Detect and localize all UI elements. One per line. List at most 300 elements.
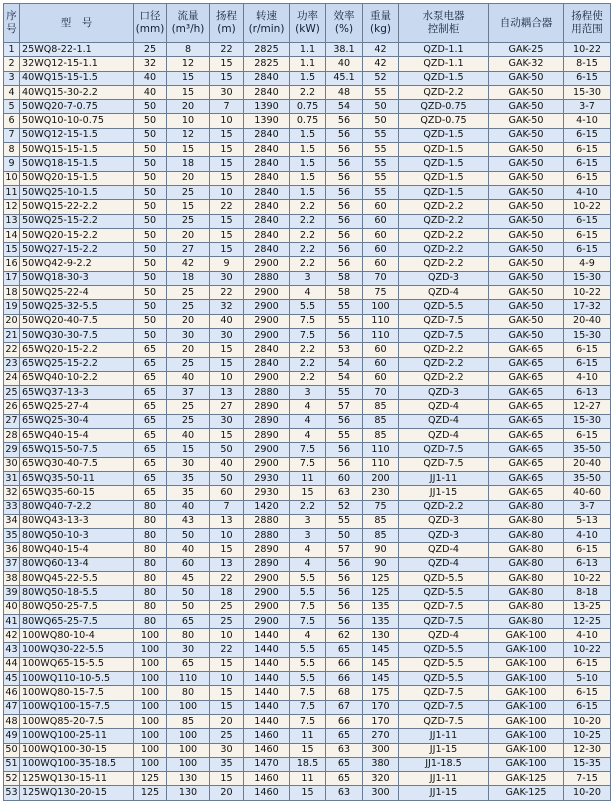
table-row xyxy=(4,514,611,528)
cell-control-cabinet: QZD-7.5 xyxy=(399,457,489,471)
cell-weight: 145 xyxy=(363,657,399,671)
cell-weight: 60 xyxy=(363,257,399,271)
table-row xyxy=(4,557,611,571)
header-weight-line: (kg) xyxy=(370,23,391,35)
cell-weight: 125 xyxy=(363,586,399,600)
cell-speed: 2840 xyxy=(244,357,290,371)
cell-auto-coupler: GAK-65 xyxy=(489,486,564,500)
header-auto-coupler-line: 自动耦合器 xyxy=(499,16,553,29)
header-serial-no xyxy=(4,4,20,43)
cell-auto-coupler: GAK-65 xyxy=(489,443,564,457)
cell-diameter: 80 xyxy=(134,600,167,614)
cell-control-cabinet: JJ1-15 xyxy=(399,743,489,757)
cell-serial-no: 24 xyxy=(4,371,20,385)
cell-head-range: 10-22 xyxy=(564,643,611,657)
cell-efficiency: 65 xyxy=(326,757,363,771)
cell-flow: 18 xyxy=(167,271,210,285)
cell-serial-no: 23 xyxy=(4,357,20,371)
cell-head: 15 xyxy=(210,429,244,443)
cell-weight: 70 xyxy=(363,386,399,400)
cell-power: 7.5 xyxy=(290,700,326,714)
cell-serial-no: 44 xyxy=(4,657,20,671)
cell-serial-no: 19 xyxy=(4,300,20,314)
cell-diameter: 40 xyxy=(134,71,167,85)
cell-head: 15 xyxy=(210,657,244,671)
cell-serial-no: 27 xyxy=(4,414,20,428)
cell-diameter: 50 xyxy=(134,214,167,228)
cell-flow: 110 xyxy=(167,672,210,686)
cell-speed: 1440 xyxy=(244,657,290,671)
cell-head: 22 xyxy=(210,643,244,657)
cell-control-cabinet: QZD-1.1 xyxy=(399,57,489,71)
cell-auto-coupler: GAK-50 xyxy=(489,143,564,157)
cell-head-range: 4-10 xyxy=(564,371,611,385)
header-head-range xyxy=(564,4,611,43)
cell-head: 7 xyxy=(210,500,244,514)
cell-efficiency: 56 xyxy=(326,257,363,271)
cell-control-cabinet: QZD-4 xyxy=(399,400,489,414)
cell-control-cabinet: QZD-7.5 xyxy=(399,700,489,714)
cell-control-cabinet: QZD-4 xyxy=(399,629,489,643)
cell-speed: 2890 xyxy=(244,557,290,571)
cell-weight: 300 xyxy=(363,786,399,800)
cell-speed: 1440 xyxy=(244,714,290,728)
cell-speed: 2900 xyxy=(244,314,290,328)
cell-head: 30 xyxy=(210,414,244,428)
cell-efficiency: 38.1 xyxy=(326,43,363,57)
cell-power: 7.5 xyxy=(290,314,326,328)
cell-diameter: 80 xyxy=(134,543,167,557)
cell-power: 2.2 xyxy=(290,257,326,271)
cell-diameter: 100 xyxy=(134,657,167,671)
cell-power: 2.2 xyxy=(290,228,326,242)
cell-auto-coupler: GAK-65 xyxy=(489,429,564,443)
cell-weight: 85 xyxy=(363,414,399,428)
cell-model: 100WQ100-15-7.5 xyxy=(20,700,134,714)
cell-diameter: 100 xyxy=(134,714,167,728)
cell-control-cabinet: QZD-7.5 xyxy=(399,600,489,614)
cell-auto-coupler: GAK-100 xyxy=(489,672,564,686)
cell-model: 80WQ60-13-4 xyxy=(20,557,134,571)
cell-efficiency: 54 xyxy=(326,357,363,371)
cell-head-range: 4-10 xyxy=(564,114,611,128)
cell-speed: 1440 xyxy=(244,686,290,700)
cell-diameter: 50 xyxy=(134,328,167,342)
cell-serial-no: 37 xyxy=(4,557,20,571)
cell-speed: 2840 xyxy=(244,143,290,157)
cell-weight: 55 xyxy=(363,128,399,142)
cell-serial-no: 20 xyxy=(4,314,20,328)
cell-serial-no: 50 xyxy=(4,743,20,757)
cell-efficiency: 56 xyxy=(326,557,363,571)
cell-power: 1.1 xyxy=(290,43,326,57)
cell-efficiency: 63 xyxy=(326,786,363,800)
table-row xyxy=(4,600,611,614)
cell-flow: 25 xyxy=(167,357,210,371)
cell-efficiency: 62 xyxy=(326,629,363,643)
cell-diameter: 50 xyxy=(134,157,167,171)
cell-weight: 100 xyxy=(363,300,399,314)
cell-control-cabinet: QZD-1.1 xyxy=(399,43,489,57)
cell-control-cabinet: JJ1-15 xyxy=(399,486,489,500)
cell-control-cabinet: QZD-4 xyxy=(399,414,489,428)
cell-auto-coupler: GAK-100 xyxy=(489,743,564,757)
cell-model: 100WQ100-35-18.5 xyxy=(20,757,134,771)
header-head-range-line: 用范围 xyxy=(571,23,603,35)
cell-efficiency: 57 xyxy=(326,400,363,414)
cell-control-cabinet: QZD-7.5 xyxy=(399,314,489,328)
cell-diameter: 65 xyxy=(134,371,167,385)
cell-speed: 2840 xyxy=(244,228,290,242)
table-row xyxy=(4,357,611,371)
cell-head-range: 10-25 xyxy=(564,729,611,743)
cell-head: 15 xyxy=(210,543,244,557)
cell-flow: 65 xyxy=(167,614,210,628)
cell-efficiency: 65 xyxy=(326,729,363,743)
cell-flow: 20 xyxy=(167,171,210,185)
cell-auto-coupler: GAK-80 xyxy=(489,586,564,600)
cell-efficiency: 56 xyxy=(326,600,363,614)
table-row xyxy=(4,629,611,643)
table-row xyxy=(4,343,611,357)
cell-serial-no: 13 xyxy=(4,214,20,228)
cell-auto-coupler: GAK-65 xyxy=(489,357,564,371)
cell-diameter: 50 xyxy=(134,100,167,114)
cell-model: 80WQ40-7-2.2 xyxy=(20,500,134,514)
cell-model: 100WQ80-15-7.5 xyxy=(20,686,134,700)
cell-auto-coupler: GAK-80 xyxy=(489,514,564,528)
cell-model: 80WQ50-25-7.5 xyxy=(20,600,134,614)
cell-power: 7.5 xyxy=(290,686,326,700)
cell-flow: 43 xyxy=(167,514,210,528)
cell-model: 65WQ25-15-2.2 xyxy=(20,357,134,371)
header-efficiency-line: (%) xyxy=(334,23,354,35)
table-row xyxy=(4,614,611,628)
cell-flow: 30 xyxy=(167,328,210,342)
cell-speed: 2900 xyxy=(244,328,290,342)
cell-weight: 110 xyxy=(363,457,399,471)
cell-control-cabinet: QZD-3 xyxy=(399,271,489,285)
cell-power: 15 xyxy=(290,486,326,500)
cell-model: 100WQ30-22-5.5 xyxy=(20,643,134,657)
cell-diameter: 65 xyxy=(134,343,167,357)
cell-control-cabinet: QZD-0.75 xyxy=(399,114,489,128)
table-row xyxy=(4,586,611,600)
cell-control-cabinet: QZD-5.5 xyxy=(399,672,489,686)
header-efficiency xyxy=(326,4,363,43)
cell-flow: 25 xyxy=(167,185,210,199)
table-row xyxy=(4,429,611,443)
cell-control-cabinet: JJ1-15 xyxy=(399,786,489,800)
table-row xyxy=(4,200,611,214)
cell-head: 15 xyxy=(210,772,244,786)
cell-control-cabinet: QZD-2.2 xyxy=(399,200,489,214)
cell-flow: 12 xyxy=(167,57,210,71)
cell-efficiency: 56 xyxy=(326,614,363,628)
cell-efficiency: 56 xyxy=(326,443,363,457)
cell-power: 2.2 xyxy=(290,85,326,99)
table-row xyxy=(4,529,611,543)
cell-flow: 8 xyxy=(167,43,210,57)
cell-control-cabinet: JJ1-11 xyxy=(399,471,489,485)
cell-auto-coupler: GAK-100 xyxy=(489,657,564,671)
header-head-line: (m) xyxy=(217,23,236,35)
cell-auto-coupler: GAK-100 xyxy=(489,643,564,657)
cell-serial-no: 4 xyxy=(4,85,20,99)
cell-efficiency: 55 xyxy=(326,429,363,443)
cell-control-cabinet: QZD-7.5 xyxy=(399,328,489,342)
cell-weight: 55 xyxy=(363,171,399,185)
table-row xyxy=(4,71,611,85)
cell-model: 65WQ25-27-4 xyxy=(20,400,134,414)
table-row xyxy=(4,643,611,657)
cell-flow: 40 xyxy=(167,371,210,385)
cell-flow: 25 xyxy=(167,214,210,228)
cell-power: 5.5 xyxy=(290,300,326,314)
cell-head: 60 xyxy=(210,486,244,500)
cell-control-cabinet: QZD-2.2 xyxy=(399,257,489,271)
cell-control-cabinet: QZD-4 xyxy=(399,557,489,571)
cell-head-range: 3-7 xyxy=(564,100,611,114)
header-weight xyxy=(363,4,399,43)
cell-weight: 170 xyxy=(363,700,399,714)
cell-head-range: 4-10 xyxy=(564,529,611,543)
cell-flow: 40 xyxy=(167,429,210,443)
cell-speed: 2900 xyxy=(244,571,290,585)
cell-model: 50WQ20-7-0.75 xyxy=(20,100,134,114)
table-row xyxy=(4,243,611,257)
cell-diameter: 25 xyxy=(134,43,167,57)
header-diameter-line: 口径 xyxy=(139,10,161,22)
cell-weight: 60 xyxy=(363,214,399,228)
cell-model: 100WQ100-30-15 xyxy=(20,743,134,757)
cell-power: 2.2 xyxy=(290,357,326,371)
cell-power: 15 xyxy=(290,786,326,800)
cell-speed: 2825 xyxy=(244,57,290,71)
cell-head: 10 xyxy=(210,371,244,385)
cell-speed: 1440 xyxy=(244,672,290,686)
cell-serial-no: 14 xyxy=(4,228,20,242)
table-row xyxy=(4,43,611,57)
cell-efficiency: 56 xyxy=(326,586,363,600)
cell-efficiency: 66 xyxy=(326,672,363,686)
cell-power: 3 xyxy=(290,386,326,400)
cell-auto-coupler: GAK-50 xyxy=(489,286,564,300)
cell-flow: 15 xyxy=(167,143,210,157)
cell-speed: 2840 xyxy=(244,128,290,142)
cell-auto-coupler: GAK-50 xyxy=(489,314,564,328)
cell-speed: 1390 xyxy=(244,100,290,114)
table-row xyxy=(4,386,611,400)
cell-head: 20 xyxy=(210,714,244,728)
table-row xyxy=(4,672,611,686)
cell-weight: 300 xyxy=(363,743,399,757)
cell-serial-no: 52 xyxy=(4,772,20,786)
cell-control-cabinet: QZD-5.5 xyxy=(399,657,489,671)
cell-flow: 85 xyxy=(167,714,210,728)
cell-flow: 130 xyxy=(167,772,210,786)
cell-power: 2.2 xyxy=(290,243,326,257)
cell-serial-no: 11 xyxy=(4,185,20,199)
cell-head-range: 3-7 xyxy=(564,500,611,514)
cell-model: 65WQ25-30-4 xyxy=(20,414,134,428)
table-row xyxy=(4,457,611,471)
cell-efficiency: 56 xyxy=(326,243,363,257)
cell-speed: 2880 xyxy=(244,529,290,543)
table-row xyxy=(4,686,611,700)
cell-flow: 80 xyxy=(167,629,210,643)
cell-head: 10 xyxy=(210,185,244,199)
cell-control-cabinet: QZD-1.5 xyxy=(399,143,489,157)
cell-head: 15 xyxy=(210,686,244,700)
cell-head-range: 6-15 xyxy=(564,171,611,185)
cell-weight: 90 xyxy=(363,557,399,571)
cell-serial-no: 39 xyxy=(4,586,20,600)
cell-speed: 2840 xyxy=(244,157,290,171)
cell-flow: 35 xyxy=(167,486,210,500)
cell-model: 40WQ15-30-2.2 xyxy=(20,85,134,99)
cell-efficiency: 55 xyxy=(326,300,363,314)
table-row xyxy=(4,85,611,99)
cell-diameter: 100 xyxy=(134,743,167,757)
header-model xyxy=(20,4,134,43)
cell-control-cabinet: QZD-1.5 xyxy=(399,157,489,171)
cell-flow: 100 xyxy=(167,743,210,757)
cell-model: 80WQ50-10-3 xyxy=(20,529,134,543)
cell-power: 3 xyxy=(290,514,326,528)
cell-head-range: 10-22 xyxy=(564,200,611,214)
cell-weight: 60 xyxy=(363,243,399,257)
cell-serial-no: 35 xyxy=(4,529,20,543)
cell-diameter: 65 xyxy=(134,357,167,371)
cell-model: 32WQ12-15-1.1 xyxy=(20,57,134,71)
cell-weight: 125 xyxy=(363,571,399,585)
cell-flow: 15 xyxy=(167,443,210,457)
cell-weight: 50 xyxy=(363,100,399,114)
table-row xyxy=(4,471,611,485)
cell-serial-no: 29 xyxy=(4,443,20,457)
cell-head: 22 xyxy=(210,571,244,585)
cell-diameter: 50 xyxy=(134,128,167,142)
cell-power: 1.5 xyxy=(290,128,326,142)
cell-diameter: 65 xyxy=(134,486,167,500)
cell-control-cabinet: QZD-2.2 xyxy=(399,85,489,99)
cell-diameter: 65 xyxy=(134,429,167,443)
cell-flow: 50 xyxy=(167,529,210,543)
table-row xyxy=(4,228,611,242)
cell-speed: 2900 xyxy=(244,586,290,600)
cell-head-range: 35-50 xyxy=(564,471,611,485)
cell-head: 40 xyxy=(210,457,244,471)
cell-head-range: 20-40 xyxy=(564,314,611,328)
cell-efficiency: 56 xyxy=(326,114,363,128)
cell-efficiency: 58 xyxy=(326,271,363,285)
cell-flow: 15 xyxy=(167,200,210,214)
cell-head: 10 xyxy=(210,672,244,686)
cell-auto-coupler: GAK-100 xyxy=(489,714,564,728)
cell-head: 40 xyxy=(210,314,244,328)
cell-diameter: 100 xyxy=(134,643,167,657)
cell-serial-no: 48 xyxy=(4,714,20,728)
cell-power: 11 xyxy=(290,772,326,786)
cell-head-range: 6-15 xyxy=(564,71,611,85)
cell-head: 50 xyxy=(210,471,244,485)
cell-weight: 135 xyxy=(363,600,399,614)
table-row xyxy=(4,300,611,314)
cell-auto-coupler: GAK-80 xyxy=(489,614,564,628)
cell-model: 50WQ30-30-7.5 xyxy=(20,328,134,342)
cell-flow: 12 xyxy=(167,128,210,142)
cell-speed: 2880 xyxy=(244,514,290,528)
cell-efficiency: 66 xyxy=(326,714,363,728)
cell-flow: 100 xyxy=(167,729,210,743)
cell-control-cabinet: QZD-4 xyxy=(399,286,489,300)
cell-head-range: 20-40 xyxy=(564,457,611,471)
cell-serial-no: 46 xyxy=(4,686,20,700)
cell-head-range: 10-22 xyxy=(564,571,611,585)
cell-head-range: 6-15 xyxy=(564,128,611,142)
cell-auto-coupler: GAK-100 xyxy=(489,729,564,743)
cell-model: 100WQ65-15-5.5 xyxy=(20,657,134,671)
cell-head-range: 6-15 xyxy=(564,357,611,371)
cell-flow: 25 xyxy=(167,400,210,414)
cell-serial-no: 2 xyxy=(4,57,20,71)
table-row xyxy=(4,772,611,786)
cell-head: 15 xyxy=(210,228,244,242)
table-row xyxy=(4,57,611,71)
cell-model: 50WQ25-10-1.5 xyxy=(20,185,134,199)
cell-diameter: 80 xyxy=(134,557,167,571)
cell-speed: 1470 xyxy=(244,757,290,771)
cell-model: 125WQ130-20-15 xyxy=(20,786,134,800)
cell-control-cabinet: QZD-2.2 xyxy=(399,343,489,357)
cell-diameter: 100 xyxy=(134,672,167,686)
cell-control-cabinet: QZD-7.5 xyxy=(399,714,489,728)
cell-auto-coupler: GAK-100 xyxy=(489,757,564,771)
cell-auto-coupler: GAK-100 xyxy=(489,629,564,643)
cell-power: 5.5 xyxy=(290,586,326,600)
cell-power: 15 xyxy=(290,743,326,757)
cell-head-range: 15-30 xyxy=(564,271,611,285)
cell-speed: 1440 xyxy=(244,700,290,714)
cell-weight: 110 xyxy=(363,328,399,342)
header-flow-line: 流量 xyxy=(177,10,199,22)
cell-diameter: 50 xyxy=(134,257,167,271)
cell-head-range: 10-22 xyxy=(564,43,611,57)
cell-head: 35 xyxy=(210,757,244,771)
cell-auto-coupler: GAK-65 xyxy=(489,343,564,357)
cell-auto-coupler: GAK-80 xyxy=(489,571,564,585)
cell-efficiency: 56 xyxy=(326,228,363,242)
header-row xyxy=(4,4,611,43)
cell-head-range: 7-15 xyxy=(564,772,611,786)
cell-weight: 60 xyxy=(363,228,399,242)
cell-head: 32 xyxy=(210,300,244,314)
cell-efficiency: 54 xyxy=(326,371,363,385)
table-row xyxy=(4,657,611,671)
cell-head: 15 xyxy=(210,343,244,357)
cell-auto-coupler: GAK-80 xyxy=(489,557,564,571)
cell-speed: 2900 xyxy=(244,443,290,457)
cell-diameter: 100 xyxy=(134,700,167,714)
cell-flow: 15 xyxy=(167,85,210,99)
cell-diameter: 50 xyxy=(134,185,167,199)
cell-diameter: 80 xyxy=(134,514,167,528)
cell-power: 1.5 xyxy=(290,171,326,185)
table-row xyxy=(4,185,611,199)
cell-weight: 55 xyxy=(363,143,399,157)
cell-head: 25 xyxy=(210,600,244,614)
